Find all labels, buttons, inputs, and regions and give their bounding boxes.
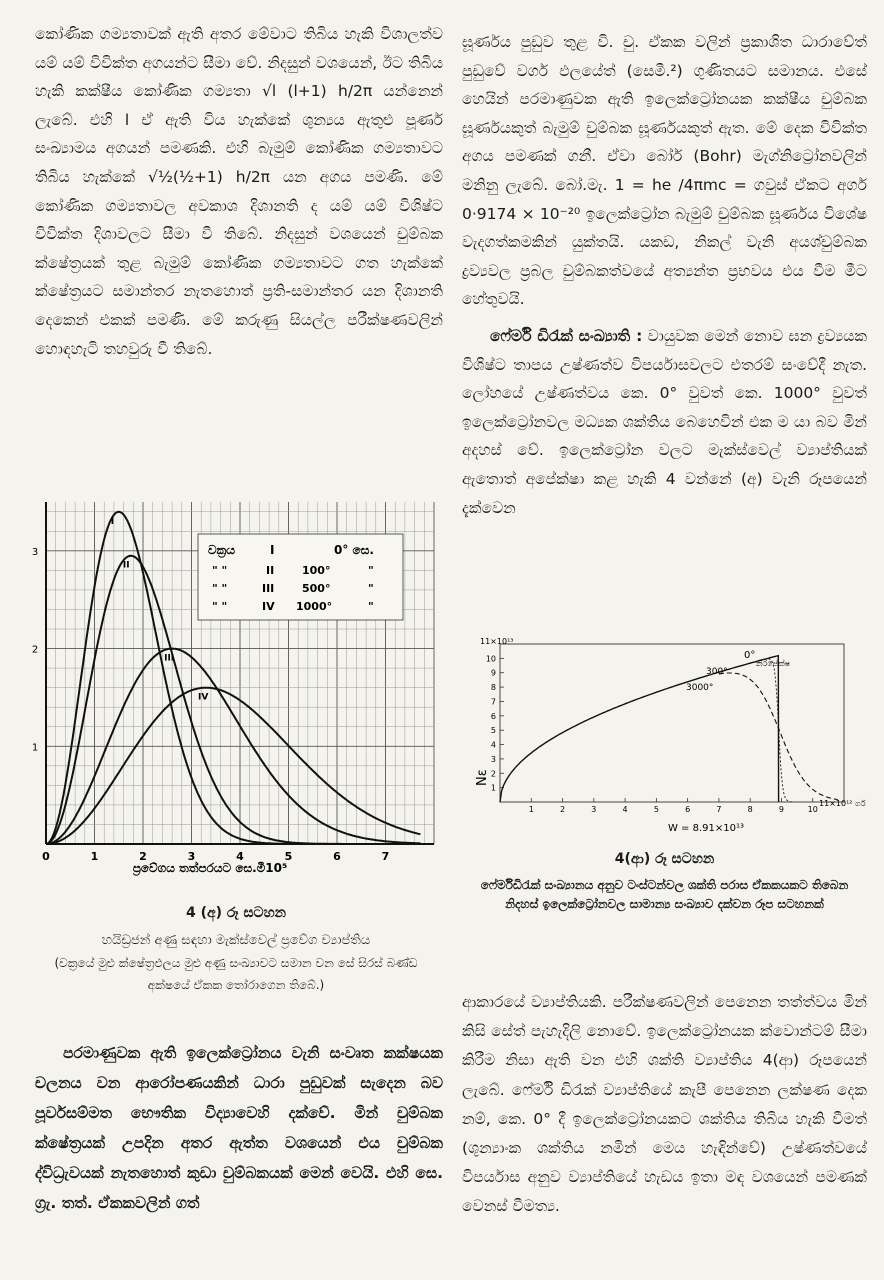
right-column-top	[462, 28, 867, 522]
series-label-II: II	[122, 560, 130, 571]
y-tick-label: 6	[490, 711, 496, 721]
legend-header-temp: 0° සෙ.	[334, 543, 374, 557]
curve-label-0: 0°	[744, 650, 756, 661]
y-tick-label: 10	[485, 654, 496, 664]
y-top-label: 11×10¹³	[480, 637, 514, 646]
y-tick-label: 5	[490, 726, 496, 736]
legend-row-1-ditto2: "	[368, 564, 374, 577]
y-tick-label: 2	[31, 644, 39, 656]
legend-row-3-num: IV	[262, 600, 275, 613]
y-tick-label: 8	[490, 683, 496, 693]
section-heading: ෆේර්මි ඩිරැක් සංඛ්‍යාති :	[490, 326, 643, 345]
x-tick-label: 3	[187, 850, 196, 863]
figure-a-note: (වක්‍රයේ මුළු ක්ෂේත්‍රඵලය මුළු අණු සංඛ්‍යාවට සමාන වන සේ සිරස් බණ්ඩ අක්ෂයේ ඒකක තෝරාගෙන තිබේ.)	[54, 956, 418, 992]
x-axis-label: W = 8.91×10¹³	[667, 823, 745, 834]
y-tick-label: 7	[490, 697, 496, 707]
x-tick-label: 4	[236, 850, 244, 863]
y-tick-label: 3	[31, 546, 39, 558]
fermi-dirac-section	[462, 322, 867, 522]
y-axis-label: Nε	[475, 769, 490, 786]
y-tick-label: 1	[31, 742, 39, 754]
figure-a-title: හයිඩ්‍රජන් අණු සඳහා මැක්ස්වෙල් ප්‍රවේග ව්‍යාප්තිය	[101, 933, 371, 948]
curve-label-3000: 3000°	[686, 683, 714, 693]
legend-row-2-ditto: " "	[212, 582, 228, 595]
x-tick-label: 0	[42, 850, 50, 863]
x-tick-label: 8	[747, 805, 753, 814]
x-tick-label: 1	[90, 850, 99, 863]
x-tick-label: 9	[778, 805, 785, 814]
legend-header-num: I	[270, 543, 275, 557]
x-tick-label: 10	[807, 805, 818, 814]
x-tick-label: 3	[591, 805, 597, 814]
series-label-I: I	[110, 516, 115, 527]
legend-row-1-num: II	[266, 564, 275, 577]
x-tick-label: 7	[381, 850, 390, 863]
y-tick-label: 4	[490, 740, 496, 750]
legend-row-3-temp: 1000°	[296, 600, 333, 613]
figure-b-title: ෆේර්මිඩිරැක් සංඛ්‍යානය අනුව ටංස්ටන්වල ශක්ති පරාස ඒකකයකට තිබෙන නිදහස් ඉලෙක්ට්‍රෝනවල සාමාන්‍ය සංඛ්‍යාව දක්වන රූප සටහනක්	[480, 878, 849, 911]
x-tick-label: 5	[284, 850, 293, 863]
series-label-IV: IV	[198, 692, 209, 703]
x-tick-label: 2	[559, 805, 566, 814]
series-label-III: III	[164, 653, 175, 664]
legend-row-3-ditto: " "	[212, 600, 228, 613]
figure-b-caption	[462, 848, 867, 914]
x-tick-label: 2	[139, 850, 147, 863]
x-tick-label: 7	[716, 805, 722, 814]
x-tick-label: 5	[653, 805, 659, 814]
figure-b-number: 4(ආ) රූ සටහන	[614, 851, 715, 867]
legend-row-2-temp: 500°	[302, 582, 331, 595]
paragraph: කෝණික ගම්‍යතාවක් ඇති අතර මේවාට තිබිය හැකි විශාලත්ව යම් යම් විවික්ත අගයන්ට සීමා වේ. නිදසුන් වශයෙන්, ඊට තිබිය හැකි කක්ෂීය කෝණික ගම්‍යතා √l (l+1) h/2π යන්නෙන් ලැබේ. එහි l ඒ ඇති විය හැක්කේ ශුන්‍යය ඇතුළු පූර්ණ සංඛ්‍යාමය අගයන් පමණකි. එහි බැමුම් කෝණික ගම්‍යතාවට තිබිය හැක්කේ √½(½+1) h/2π යන අගය පමණි. මේ කෝණික ගම්‍යතාවල අවකාශ දිශානති ද යම් යම් විශිෂ්ට විවික්ත දිශාවලට සීමා වී තිබේ. නිදසුන් වශයෙන් චුම්බක ක්ෂේත්‍රයක් තුළ බැමුම් කෝණික ගම්‍යතාවට ගත හැක්කේ ක්ෂේත්‍රයට සමාන්තර නැතහොත් ප්‍රති-සමාන්තර යන දිශානති දෙකෙන් එකක් පමණි. මේ කරුණු සියල්ල පරීක්ෂණවලින් හොඳහැටි තහවුරු වී තිබේ.	[35, 25, 443, 358]
y-tick-label: 9	[490, 668, 496, 678]
x-end-label: 11×10¹² ර්ග	[819, 799, 866, 808]
curve-label-300: 300°	[706, 667, 728, 677]
fermi-dirac-chart	[474, 632, 870, 838]
maxwell-chart	[30, 494, 442, 894]
x-tick-label: 6	[333, 850, 341, 863]
x-tick-label: 1	[528, 805, 534, 814]
legend-row-2-ditto2: "	[368, 582, 374, 595]
y-tick-label: 3	[490, 754, 496, 764]
y-tick-label: 2	[490, 769, 496, 779]
paragraph: ඝූර්ණය පුඩුව තුළ වි. චු. ඒකක වලින් ප්‍රකාශිත ධාරාවේත් පුඩුවේ වර්ග ඵලයේත් (සෙමී.²) ගුණිතයට සමානය. එසේ හෙයින් පරමාණුවක ඇති ඉලෙක්ට්‍රෝනයක කක්ෂීය චුම්බක ඝූර්ණයකුත් බැමුම් චුම්බක ඝූර්ණයකුත් ඇත. මේ දෙක විවික්ත අගය පමණක් ගනී. ඒවා බෝර් (Bohr) මැග්නිට්‍රෝනවලින් මනිනු ලැබේ. බෝ.මැ. 1 = he /4πmc = ගවුස් ඒකට අර්ග 0·9174 × 10⁻²⁰ ඉලෙක්ට්‍රෝන බැමුම් චුම්බක ඝූර්ණය විශේෂ වැදගත්කමකින් යුක්තයි. යකඩ, නිකල් වැනි අයශ්චුම්බක ද්‍රව්‍යවල ප්‍රබල චුම්බකත්වයේ අත්‍යන්ත ප්‍රභවය එය වීම මීට හේතුවයි.	[462, 33, 867, 309]
y-tick-label: 1	[490, 783, 496, 793]
legend-row-1-temp: 100°	[302, 564, 331, 577]
x-axis-label: ප්‍රවේගය තත්පරයට සෙ.මී10⁵	[132, 861, 288, 875]
left-column-top	[35, 20, 443, 363]
curve-note: නිරපේක්ෂ	[756, 659, 791, 668]
legend-header-curve: වක්‍රය	[208, 543, 236, 557]
legend-row-1-ditto: " "	[212, 564, 228, 577]
paragraph: පරමාණුවක ඇති ඉලෙක්ට්‍රෝනය වැනි සංවෘත කක්ෂයක චලනය වන ආරෝපණයකින් ධාරා පුඩුවක් සැදෙන බව පූර්වසම්මත භෞතික විද්‍යාවෙහි දක්වේ. මින් චුම්බක ක්ෂේත්‍රයක් උපදින අතර ඇත්ත වශයෙන් එය චුම්බක ද්විධ්‍රැවයක් නැතහොත් කුඩා චුම්බකයක් මෙන් වෙයි. එහි සෙ. ග්‍රැ. තත්. ඒකකවලින් ගත්	[35, 1044, 443, 1212]
legend-row-3-ditto2: "	[368, 600, 374, 613]
x-tick-label: 4	[622, 805, 628, 814]
x-tick-label: 6	[685, 805, 691, 814]
section-text: වායුවක මෙන් නොව ඝන ද්‍රව්‍යයක විශිෂ්ට තාපය උෂ්ණත්ව විපර්යාසවලට එතරම් සංවේදී නැත. ලෝහයේ උෂ්ණත්වය කෙ. 0° වුවත් කෙ. 1000° වුවත් ඉලෙක්ට්‍රෝනවල මධ්‍යක ශක්තිය බෙහෙවින් එක ම යා බව මින් අදහස් වේ. ඉලෙක්ට්‍රෝන වලට මැක්ස්වෙල් ව්‍යාප්තියක් ඇතොත් අපේක්ෂා කළ හැකි 4 වන්නේ (අ) වැනි රූපයෙන් දැක්වෙන	[462, 326, 867, 517]
paragraph: ආකාරයේ ව්‍යාප්තියකි. පරීක්ෂණවලින් පෙනෙන තත්ත්වය මින් කිසි සේත් පැහැදිලි නොවේ. ඉලෙක්ට්‍රෝනයක ක්වොන්ටම් සීමා කිරීම නිසා ඇති වන එහි ශක්ති ව්‍යාප්තිය 4(ආ) රූපයෙන් ලැබේ. ෆේර්මි ඩිරැක් ව්‍යාප්තියේ කැපී පෙනෙන ලක්ෂණ දෙක නම්, කෙ. 0° දී ඉලෙක්ට්‍රෝනයකට ශක්තිය තිබිය හැකි වීමත් (ශුන්‍යාංක ශක්තිය නමින් මෙය හැඳින්වේ) උෂ්ණත්වයේ විපර්යාස අනුව ව්‍යාප්තියේ හැඩය ඉතා මඳ වශයෙන් පමණක් වෙනස් වීමත්‍ය.	[462, 993, 867, 1216]
chart-legend	[198, 534, 403, 620]
left-column-bottom	[35, 1038, 443, 1218]
legend-row-2-num: III	[262, 582, 275, 595]
figure-a-caption	[30, 902, 442, 996]
right-column-bottom	[462, 988, 867, 1222]
figure-a-number: 4 (අ) රූ සටහන	[186, 905, 286, 921]
